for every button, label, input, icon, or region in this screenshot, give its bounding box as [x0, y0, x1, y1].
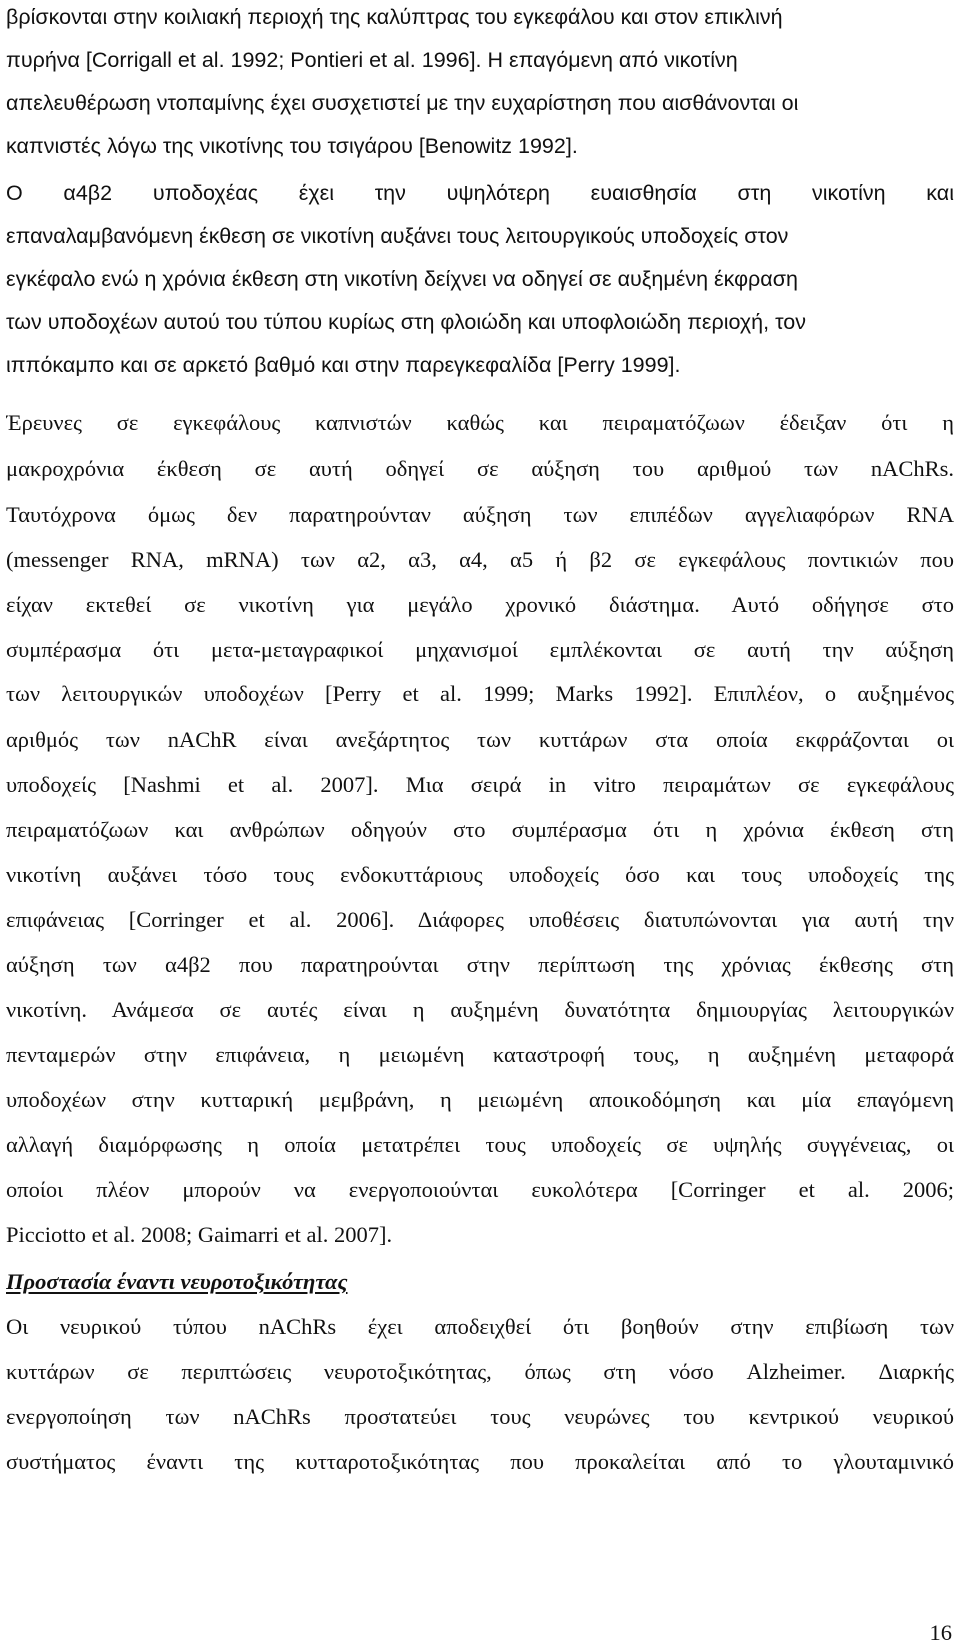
text-line: νικοτίνη αυξάνει τόσο τους ενδοκυττάριους υποδοχείς όσο και τους υποδοχείς της — [6, 862, 954, 887]
text-line: Ταυτόχρονα όμως δεν παρατηρούνταν αύξηση των επιπέδων αγγελιαφόρων RNA — [6, 502, 954, 527]
text-line: μακροχρόνια έκθεση σε αυτή οδηγεί σε αύξηση του αριθμού των nAChRs. — [6, 456, 954, 481]
text-line: Οι νευρικού τύπου nAChRs έχει αποδειχθεί ότι βοηθούν στην επιβίωση των — [6, 1314, 954, 1339]
text-line: αριθμός των nAChR είναι ανεξάρτητος των κυττάρων στα οποία εκφράζονται οι — [6, 727, 954, 752]
text-line: των υποδοχέων αυτού του τύπου κυρίως στη φλοιώδη και υποφλοιώδη περιοχή, τον — [6, 310, 806, 334]
text-line: Ο α4β2 υποδοχέας έχει την υψηλότερη ευαισθησία στη νικοτίνη και — [6, 181, 954, 205]
text-line: ιππόκαμπο και σε αρκετό βαθμό και στην παρεγκεφαλίδα [Perry 1999]. — [6, 353, 681, 377]
text-line: πενταμερών στην επιφάνεια, η μειωμένη καταστροφή τους, η αυξημένη μεταφορά — [6, 1042, 954, 1067]
text-line: κυττάρων σε περιπτώσεις νευροτοξικότητας, όπως στη νόσο Alzheimer. Διαρκής — [6, 1359, 954, 1384]
text-line: επαναλαμβανόμενη έκθεση σε νικοτίνη αυξάνει τους λειτουργικούς υποδοχείς στον — [6, 224, 789, 248]
text-line: καπνιστές λόγω της νικοτίνης του τσιγάρου [Benowitz 1992]. — [6, 134, 578, 158]
text-line: επιφάνειας [Corringer et al. 2006]. Διάφορες υποθέσεις διατυπώνονται για αυτή την — [6, 907, 954, 932]
text-line: Έρευνες σε εγκεφάλους καπνιστών καθώς και πειραματόζωων έδειξαν ότι η — [6, 410, 954, 435]
text-line: (messenger RNA, mRNA) των α2, α3, α4, α5 ή β2 σε εγκεφάλους ποντικιών που — [6, 547, 954, 572]
text-line: είχαν εκτεθεί σε νικοτίνη για μεγάλο χρονικό διάστημα. Αυτό οδήγησε στο — [6, 592, 954, 617]
page-number: 16 — [929, 1620, 952, 1645]
text-line: ενεργοποίηση των nAChRs προστατεύει τους νευρώνες του κεντρικού νευρικού — [6, 1404, 954, 1429]
text-line: βρίσκονται στην κοιλιακή περιοχή της καλύπτρας του εγκεφάλου και στον επικλινή — [6, 5, 783, 29]
section-heading: Προστασία έναντι νευροτοξικότητας — [6, 1269, 348, 1294]
text-line: συστήματος έναντι της κυτταροτοξικότητας που προκαλείται από το γλουταμινικό — [6, 1449, 954, 1474]
text-line: συμπέρασμα ότι μετα-μεταγραφικοί μηχανισμοί εμπλέκονται σε αυτή την αύξηση — [6, 637, 954, 662]
text-line: Picciotto et al. 2008; Gaimarri et al. 2007]. — [6, 1222, 393, 1247]
text-line: υποδοχέων στην κυτταρική μεμβράνη, η μειωμένη αποικοδόμηση και μία επαγόμενη — [6, 1087, 954, 1112]
text-line: πειραματόζωων και ανθρώπων οδηγούν στο συμπέρασμα ότι η χρόνια έκθεση στη — [6, 817, 954, 842]
text-line: αύξηση των α4β2 που παρατηρούνται στην περίπτωση της χρόνιας έκθεσης στη — [6, 952, 954, 977]
text-line: αλλαγή διαμόρφωσης η οποία μετατρέπει τους υποδοχείς σε υψηλής συγγένειας, οι — [6, 1132, 954, 1157]
text-line: οποίοι πλέον μπορούν να ενεργοποιούνται ευκολότερα [Corringer et al. 2006; — [6, 1177, 954, 1202]
text-line: των λειτουργικών υποδοχέων [Perry et al. 1999; Marks 1992]. Επιπλέον, ο αυξημένος — [6, 681, 954, 706]
text-line: εγκέφαλο ενώ η χρόνια έκθεση στη νικοτίνη δείχνει να οδηγεί σε αυξημένη έκφραση — [6, 267, 798, 291]
text-line: πυρήνα [Corrigall et al. 1992; Pontieri et al. 1996]. Η επαγόμενη από νικοτίνη — [6, 48, 738, 72]
text-line: υποδοχείς [Nashmi et al. 2007]. Μια σειρά in vitro πειραμάτων σε εγκεφάλους — [6, 772, 954, 797]
text-line: νικοτίνη. Ανάμεσα σε αυτές είναι η αυξημένη δυνατότητα δημιουργίας λειτουργικών — [6, 997, 954, 1022]
text-line: απελευθέρωση ντοπαμίνης έχει συσχετιστεί με την ευχαρίστηση που αισθάνονται οι — [6, 91, 799, 115]
